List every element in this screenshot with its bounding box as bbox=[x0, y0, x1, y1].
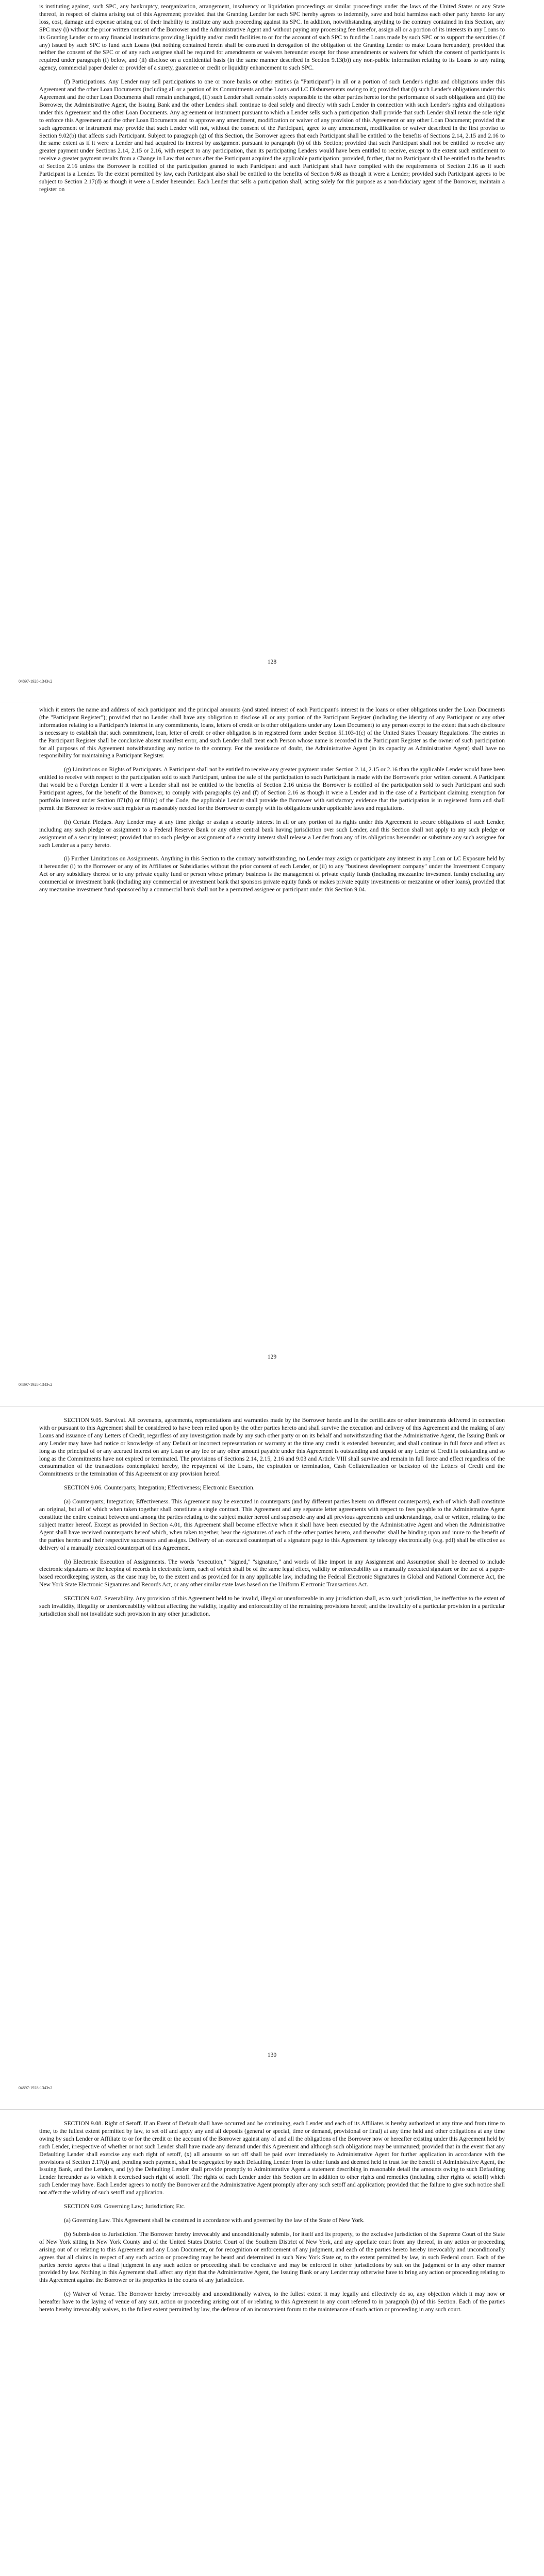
paragraph: (c) Waiver of Venue. The Borrower hereby irrevocably and unconditionally waives, to the fullest extent it may legally and effectively do so, any objection which it may now or hereafter have to the laying of venue of any suit, action or proceeding arising out of or relating to this Agreement in any court referred to in paragraph (b) of this Section. Each of the parties hereto hereby irrevocably waives, to the fullest extent permitted by law, the defense of an inconvenient forum to the maintenance of such action or proceeding in any such court. bbox=[39, 2291, 505, 2313]
section-paragraph: SECTION 9.07. Severability. Any provision of this Agreement held to be invalid, illegal or unenforceable in any jurisdiction shall, as to such jurisdiction, be ineffective to the extent of such invalidity, illegality or unenforceability without affecting the validity, legality and enforceability of the remaining provisions hereof; and the invalidity of a particular provision in a particular jurisdiction shall not invalidate such provision in any other jurisdiction. bbox=[39, 1595, 505, 1617]
document-id: 04897-1928-1343v2 bbox=[19, 679, 53, 684]
page-body bbox=[39, 706, 505, 894]
paragraph: (g) Limitations on Rights of Participants. A Participant shall not be entitled to receive any greater payment under Section 2.14, 2.15 or 2.16 than the applicable Lender would have been entitled to receive with respect to the participation sold to such Participant, unless the sale of the participation to such Participant is made with the Borrower's prior written consent. A Participant that would be a Foreign Lender if it were a Lender shall not be entitled to the benefits of Section 2.16 unless the Borrower is notified of the participation sold to such Participant and such Participant agrees, for the benefit of the Borrower, to comply with paragraphs (e) and (f) of Section 2.16 as though it were a Lender and in the case of a Participant claiming exemption for portfolio interest under Section 871(h) or 881(c) of the Code, the applicable Lender shall provide the Borrower with satisfactory evidence that the participation is in registered form and shall permit the Borrower to review such register as reasonably needed for the Borrower to comply with its obligations under applicable laws and regulations. bbox=[39, 766, 505, 811]
paragraph: (a) Counterparts; Integration; Effectiveness. This Agreement may be executed in counterparts (and by different parties hereto on different counterparts), each of which shall constitute an original, but all of which when taken together shall constitute a single contract. This Agreement and any separate letter agreements with respect to fees payable to the Administrative Agent constitute the entire contract between and among the parties relating to the subject matter hereof and supersede any and all previous agreements and understandings, oral or written, relating to the subject matter hereof. Except as provided in Section 4.01, this Agreement shall become effective when it shall have been executed by the Administrative Agent and when the Administrative Agent shall have received counterparts hereof which, when taken together, bear the signatures of each of the other parties hereto, and thereafter shall be binding upon and inure to the benefit of the parties hereto and their respective successors and assigns. Delivery of an executed counterpart of a signature page to this Agreement by telecopy electronically (e.g. pdf) shall be effective as delivery of a manually executed counterpart of this Agreement. bbox=[39, 1498, 505, 1551]
section-paragraph: SECTION 9.08. Right of Setoff. If an Event of Default shall have occurred and be continuing, each Lender and each of its Affiliates is hereby authorized at any time and from time to time, to the fullest extent permitted by law, to set off and apply any and all deposits (general or special, time or demand, provisional or final) at any time held and other obligations at any time owing by such Lender or Affiliate to or for the credit or the account of the Borrower against any of and all the obligations of the Borrower now or hereafter existing under this Agreement held by such Lender, irrespective of whether or not such Lender shall have made any demand under this Agreement and although such obligations may be unmatured; provided that in the event that any Defaulting Lender shall exercise any such right of setoff, (x) all amounts so set off shall be paid over immediately to Administrative Agent for further application in accordance with the provisions of Section 2.17(d) and, pending such payment, shall be segregated by such Defaulting Lender from its other funds and deemed held in trust for the benefit of Administrative Agent, the Issuing Bank, and the Lenders, and (y) the Defaulting Lender shall provide promptly to Administrative Agent a statement describing in reasonable detail the amounts owing to such Defaulting Lender hereunder as to which it exercised such right of setoff. The rights of each Lender under this Section are in addition to other rights and remedies (including other rights of setoff) which such Lender may have. Each Lender agrees to notify the Borrower and the Administrative Agent promptly after any such setoff and application; provided that the failure to give such notice shall not affect the validity of such setoff and application. bbox=[39, 2120, 505, 2196]
page-body bbox=[39, 1417, 505, 1618]
paragraph: which it enters the name and address of each participant and the principal amounts (and stated interest of each Participant's interest in the loans or other obligations under the Loan Documents (the "Participant Register"); provided that no Lender shall have any obligation to disclose all or any portion of the Participant Register (including the identity of any Participant or any other information relating to a Participant's interest in any commitments, loans, letters of credit or is other obligations under any Loan Document) to any person except to the extent that such disclosure is necessary to establish that such commitment, loan, letter of credit or other obligation is in registered form under Section 5f.103-1(c) of the United States Treasury Regulations. The entries in the Participant Register shall be conclusive absent manifest error, and such Lender shall treat each Person whose name is recorded in the Participant Register as the owner of such participation for all purposes of this Agreement notwithstanding any notice to the contrary. For the avoidance of doubt, the Administrative Agent (in its capacity as Administrative Agent) shall have no responsibility for maintaining a Participant Register. bbox=[39, 706, 505, 759]
page-body bbox=[39, 2120, 505, 2314]
paragraph: is instituting against, such SPC, any bankruptcy, reorganization, arrangement, insolvency or liquidation proceedings or similar proceedings under the laws of the United States or any State thereof, in respect of claims arising out of this Agreement; provided that the Granting Lender for each SPC hereby agrees to indemnify, save and hold harmless each other party hereto for any loss, cost, damage and expense arising out of their inability to institute any such proceeding against its SPC. In addition, notwithstanding anything to the contrary contained in this Section, any SPC may (i) without the prior written consent of the Borrower and the Administrative Agent and without paying any processing fee therefor, assign all or a portion of its interests in any Loans to its Granting Lender or to any financial institutions providing liquidity and/or credit facilities to or for the account of such SPC to fund the Loans made by such SPC or to support the securities (if any) issued by such SPC to fund such Loans (but nothing contained herein shall be construed in derogation of the obligation of the Granting Lender to make Loans hereunder); provided that neither the consent of the SPC or of any such assignee shall be required for amendments or waivers hereunder except for those amendments or waivers for which the consent of participants is required under paragraph (f) below, and (ii) disclose on a confidential basis (in the same manner described in Section 9.13(b)) any non-public information relating to its Loans to any rating agency, commercial paper dealer or provider of a surety, guarantee or credit or liquidity enhancement to such SPC. bbox=[39, 3, 505, 72]
document-id: 04897-1928-1343v2 bbox=[19, 1382, 53, 1387]
paragraph: (b) Electronic Execution of Assignments. The words "execution," "signed," "signature," and words of like import in any Assignment and Assumption shall be deemed to include electronic signatures or the keeping of records in electronic form, each of which shall be of the same legal effect, validity or enforceability as a manually executed signature or the use of a paper-based recordkeeping system, as the case may be, to the extent and as provided for in any applicable law, including the Federal Electronic Signatures in Global and National Commerce Act, the New York State Electronic Signatures and Records Act, or any other similar state laws based on the Uniform Electronic Transactions Act. bbox=[39, 1558, 505, 1588]
page-number: 129 bbox=[267, 1353, 277, 1360]
page-number: 128 bbox=[267, 658, 277, 665]
document-page bbox=[0, 703, 544, 1406]
paragraph: (a) Governing Law. This Agreement shall be construed in accordance with and governed by the law of the State of New York. bbox=[64, 2216, 365, 2224]
section-paragraph: SECTION 9.05. Survival. All covenants, agreements, representations and warranties made by the Borrower herein and in the certificates or other instruments delivered in connection with or pursuant to this Agreement shall be considered to have been relied upon by the other parties hereto and shall survive the execution and delivery of this Agreement and the making of any Loans and issuance of any Letters of Credit, regardless of any investigation made by any such other party or on its behalf and notwithstanding that the Administrative Agent, the Issuing Bank or any Lender may have had notice or knowledge of any Default or incorrect representation or warranty at the time any credit is extended hereunder, and shall continue in full force and effect as long as the principal of or any accrued interest on any Loan or any fee or any other amount payable under this Agreement is outstanding and unpaid or any Letter of Credit is outstanding and so long as the Commitments have not expired or terminated. The provisions of Sections 2.14, 2.15, 2.16 and 9.03 and Article VIII shall survive and remain in full force and effect regardless of the consummation of the transactions contemplated hereby, the repayment of the Loans, the expiration or termination, Cash Collateralization or backstop of the Letters of Credit and the Commitments or the termination of this Agreement or any provision hereof. bbox=[39, 1417, 505, 1478]
document-page bbox=[0, 0, 544, 703]
page-number: 130 bbox=[267, 2052, 277, 2058]
paragraph: (f) Participations. Any Lender may sell participations to one or more banks or other entities (a "Participant") in all or a portion of such Lender's rights and obligations under this Agreement and the other Loan Documents (including all or a portion of its Commitments and the Loans and LC Disbursements owing to it); provided that (i) such Lender's obligations under this Agreement and the other Loan Documents shall remain unchanged, (ii) such Lender shall remain solely responsible to the other parties hereto for the performance of such obligations and (iii) the Borrower, the Administrative Agent, the Issuing Bank and the other Lenders shall continue to deal solely and directly with such Lender in connection with such Lender's rights and obligations under this Agreement and the other Loan Documents. Any agreement or instrument pursuant to which a Lender sells such a participation shall provide that such Lender shall retain the sole right to enforce this Agreement and the other Loan Documents and to approve any amendment, modification or waiver of any provision of this Agreement or any other Loan Document; provided that such agreement or instrument may provide that such Lender will not, without the consent of the Participant, agree to any amendment, modification or waiver described in the first proviso to Section 9.02(b) that affects such Participant. Subject to paragraph (g) of this Section, the Borrower agrees that each Participant shall be entitled to the benefits of Sections 2.14, 2.15 and 2.16 to the same extent as if it were a Lender and had acquired its interest by assignment pursuant to paragraph (b) of this Section; provided that such Participant shall not be entitled to receive any greater payment under Sections 2.14, 2.15 or 2.16, with respect to any participation, than its participating Lenders would have been entitled to receive, except to the extent such entitlement to receive a greater payment results from a Change in Law that occurs after the Participant acquired the applicable participation; provided, further, that no Participant shall be entitled to the benefits of Section 2.16 unless the Borrower is notified of the participation granted to such Participant and such Participant shall have complied with the requirements of Section 2.16 as if such Participant is a Lender. To the extent permitted by law, each Participant also shall be entitled to the benefits of Section 9.08 as though it were a Lender; provided such Participant agrees to be subject to Section 2.17(d) as though it were a Lender hereunder. Each Lender that sells a participation shall, acting solely for this purpose as a non-fiduciary agent of the Borrower, maintain a register on bbox=[39, 78, 505, 193]
document-page bbox=[0, 2110, 544, 2576]
page-body bbox=[39, 3, 505, 194]
section-heading: SECTION 9.06. Counterparts; Integration; Effectiveness; Electronic Execution. bbox=[64, 1484, 255, 1492]
section-heading: SECTION 9.09. Governing Law; Jurisdiction; Etc. bbox=[64, 2203, 186, 2210]
document-id: 04897-1928-1343v2 bbox=[19, 2086, 53, 2090]
paragraph: (h) Certain Pledges. Any Lender may at any time pledge or assign a security interest in all or any portion of its rights under this Agreement to secure obligations of such Lender, including any such pledge or assignment to a Federal Reserve Bank or any other central bank having jurisdiction over such Lender, and this Section shall not apply to any such pledge or assignment of a security interest; provided that no such pledge or assignment of a security interest shall release a Lender from any of its obligations hereunder or substitute any such assignee for such Lender as a party hereto. bbox=[39, 818, 505, 849]
paragraph: (b) Submission to Jurisdiction. The Borrower hereby irrevocably and unconditionally submits, for itself and its property, to the exclusive jurisdiction of the Supreme Court of the State of New York sitting in New York County and of the United States District Court of the Southern District of New York, and any appellate court from any thereof, in any action or proceeding arising out of or relating to this Agreement and any Loan Document, or for recognition or enforcement of any judgment, and each of the parties hereto hereby irrevocably and unconditionally agrees that all claims in respect of any such action or proceeding may be heard and determined in such New York State or, to the extent permitted by law, in such Federal court. Each of the parties hereto agrees that a final judgment in any such action or proceeding shall be conclusive and may be enforced in other jurisdictions by suit on the judgment or in any other manner provided by law. Nothing in this Agreement shall affect any right that the Administrative Agent, the Issuing Bank or any Lender may otherwise have to bring any action or proceeding relating to this Agreement against the Borrower or its properties in the courts of any jurisdiction. bbox=[39, 2230, 505, 2284]
paragraph: (i) Further Limitations on Assignments. Anything in this Section to the contrary notwithstanding, no Lender may assign or participate any interest in any Loan or LC Exposure held by it hereunder (i) to the Borrower or any of its Affiliates or Subsidiaries without the prior consent of each Lender, or (ii) to any "business development company" under the Investment Company Act or any subsidiary thereof or to any private equity fund or person whose primary business is the management of private equity funds (including mezzanine investment funds) excluding any commercial or investment bank (including any commercial or investment bank that sponsors private equity funds or makes private equity investments or mezzanine or other loans), provided that any mezzanine investment fund sponsored by a commercial bank shall not be a permitted assignee or participant under this Section 9.04. bbox=[39, 855, 505, 893]
document-page bbox=[0, 1406, 544, 2110]
